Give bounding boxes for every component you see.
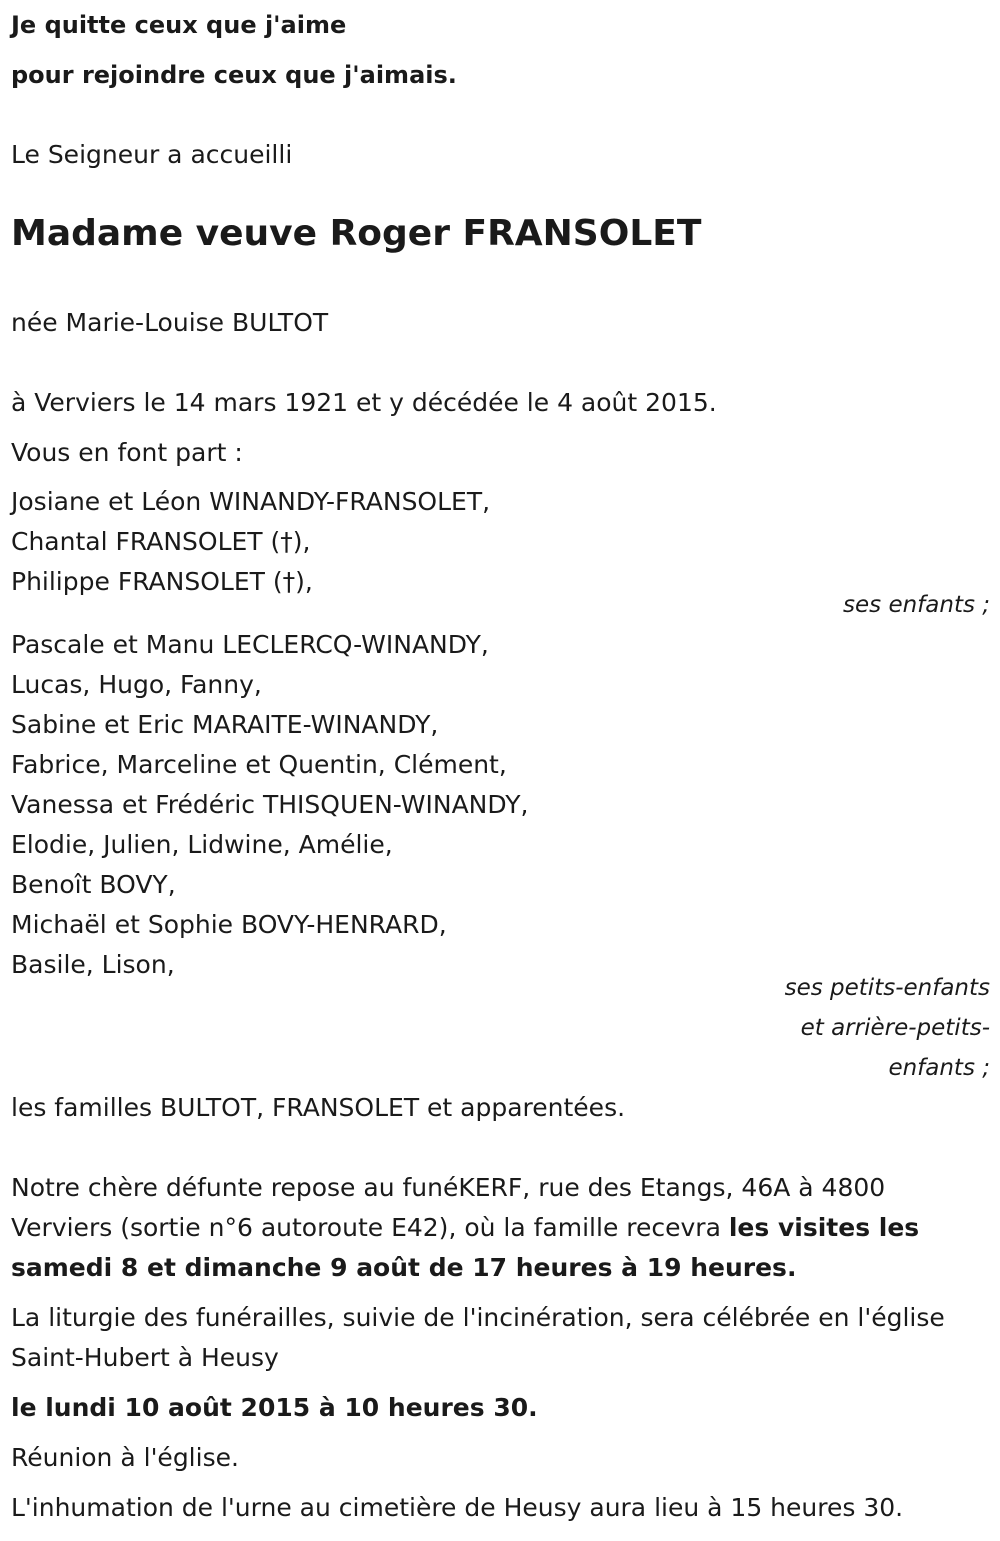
burial: L'inhumation de l'urne au cimetière de Heusy aura lieu à 15 heures 30.: [11, 1493, 904, 1522]
ceremony-date: le lundi 10 août 2015 à 10 heures 30.: [11, 1393, 538, 1422]
list-item: Josiane et Léon WINANDY-FRANSOLET,: [11, 487, 491, 516]
list-item: Pascale et Manu LECLERCQ-WINANDY,: [11, 630, 489, 659]
meeting: Réunion à l'église.: [11, 1443, 239, 1472]
visits-label: les visites les: [728, 1213, 920, 1242]
list-item: Michaël et Sophie BOVY-HENRARD,: [11, 910, 447, 939]
children-label: ses enfants ;: [843, 592, 990, 618]
deceased-name: Madame veuve Roger FRANSOLET: [11, 213, 702, 254]
list-item: Benoît BOVY,: [11, 870, 176, 899]
rest-line-2: [11, 1215, 919, 1240]
rest-line-3: samedi 8 et dimanche 9 août de 17 heures à 19 heures.: [11, 1253, 797, 1282]
rest-line-2-text: Verviers (sortie n°6 autoroute E42), où la famille recevra: [11, 1213, 729, 1242]
grandchildren-label-2: et arrière-petits-: [800, 1015, 990, 1041]
grandchildren-label-1: ses petits-enfants: [784, 975, 990, 1001]
birth-name: née Marie-Louise BULTOT: [11, 308, 329, 337]
rest-line-1: Notre chère défunte repose au funéKERF, rue des Etangs, 46A à 4800: [11, 1173, 886, 1202]
liturgy-line-2: Saint-Hubert à Heusy: [11, 1343, 279, 1372]
list-item: Philippe FRANSOLET (†),: [11, 567, 313, 596]
list-item: Chantal FRANSOLET (†),: [11, 527, 311, 556]
list-item: Vanessa et Frédéric THISQUEN-WINANDY,: [11, 790, 529, 819]
families: les familles BULTOT, FRANSOLET et apparentées.: [11, 1093, 626, 1122]
list-item: Fabrice, Marceline et Quentin, Clément,: [11, 750, 507, 779]
list-item: Sabine et Eric MARAITE-WINANDY,: [11, 710, 439, 739]
announce: Vous en font part :: [11, 438, 243, 467]
list-item: Lucas, Hugo, Fanny,: [11, 670, 262, 699]
grandchildren-label-3: enfants ;: [888, 1055, 990, 1081]
list-item: Basile, Lison,: [11, 950, 175, 979]
liturgy-line-1: La liturgie des funérailles, suivie de l'incinération, sera célébrée en l'église: [11, 1303, 945, 1332]
list-item: Elodie, Julien, Lidwine, Amélie,: [11, 830, 393, 859]
intro-text: Le Seigneur a accueilli: [11, 140, 293, 169]
quote-line-2: pour rejoindre ceux que j'aimais.: [11, 61, 457, 89]
dates: à Verviers le 14 mars 1921 et y décédée le 4 août 2015.: [11, 388, 717, 417]
quote-line-1: Je quitte ceux que j'aime: [11, 11, 347, 39]
